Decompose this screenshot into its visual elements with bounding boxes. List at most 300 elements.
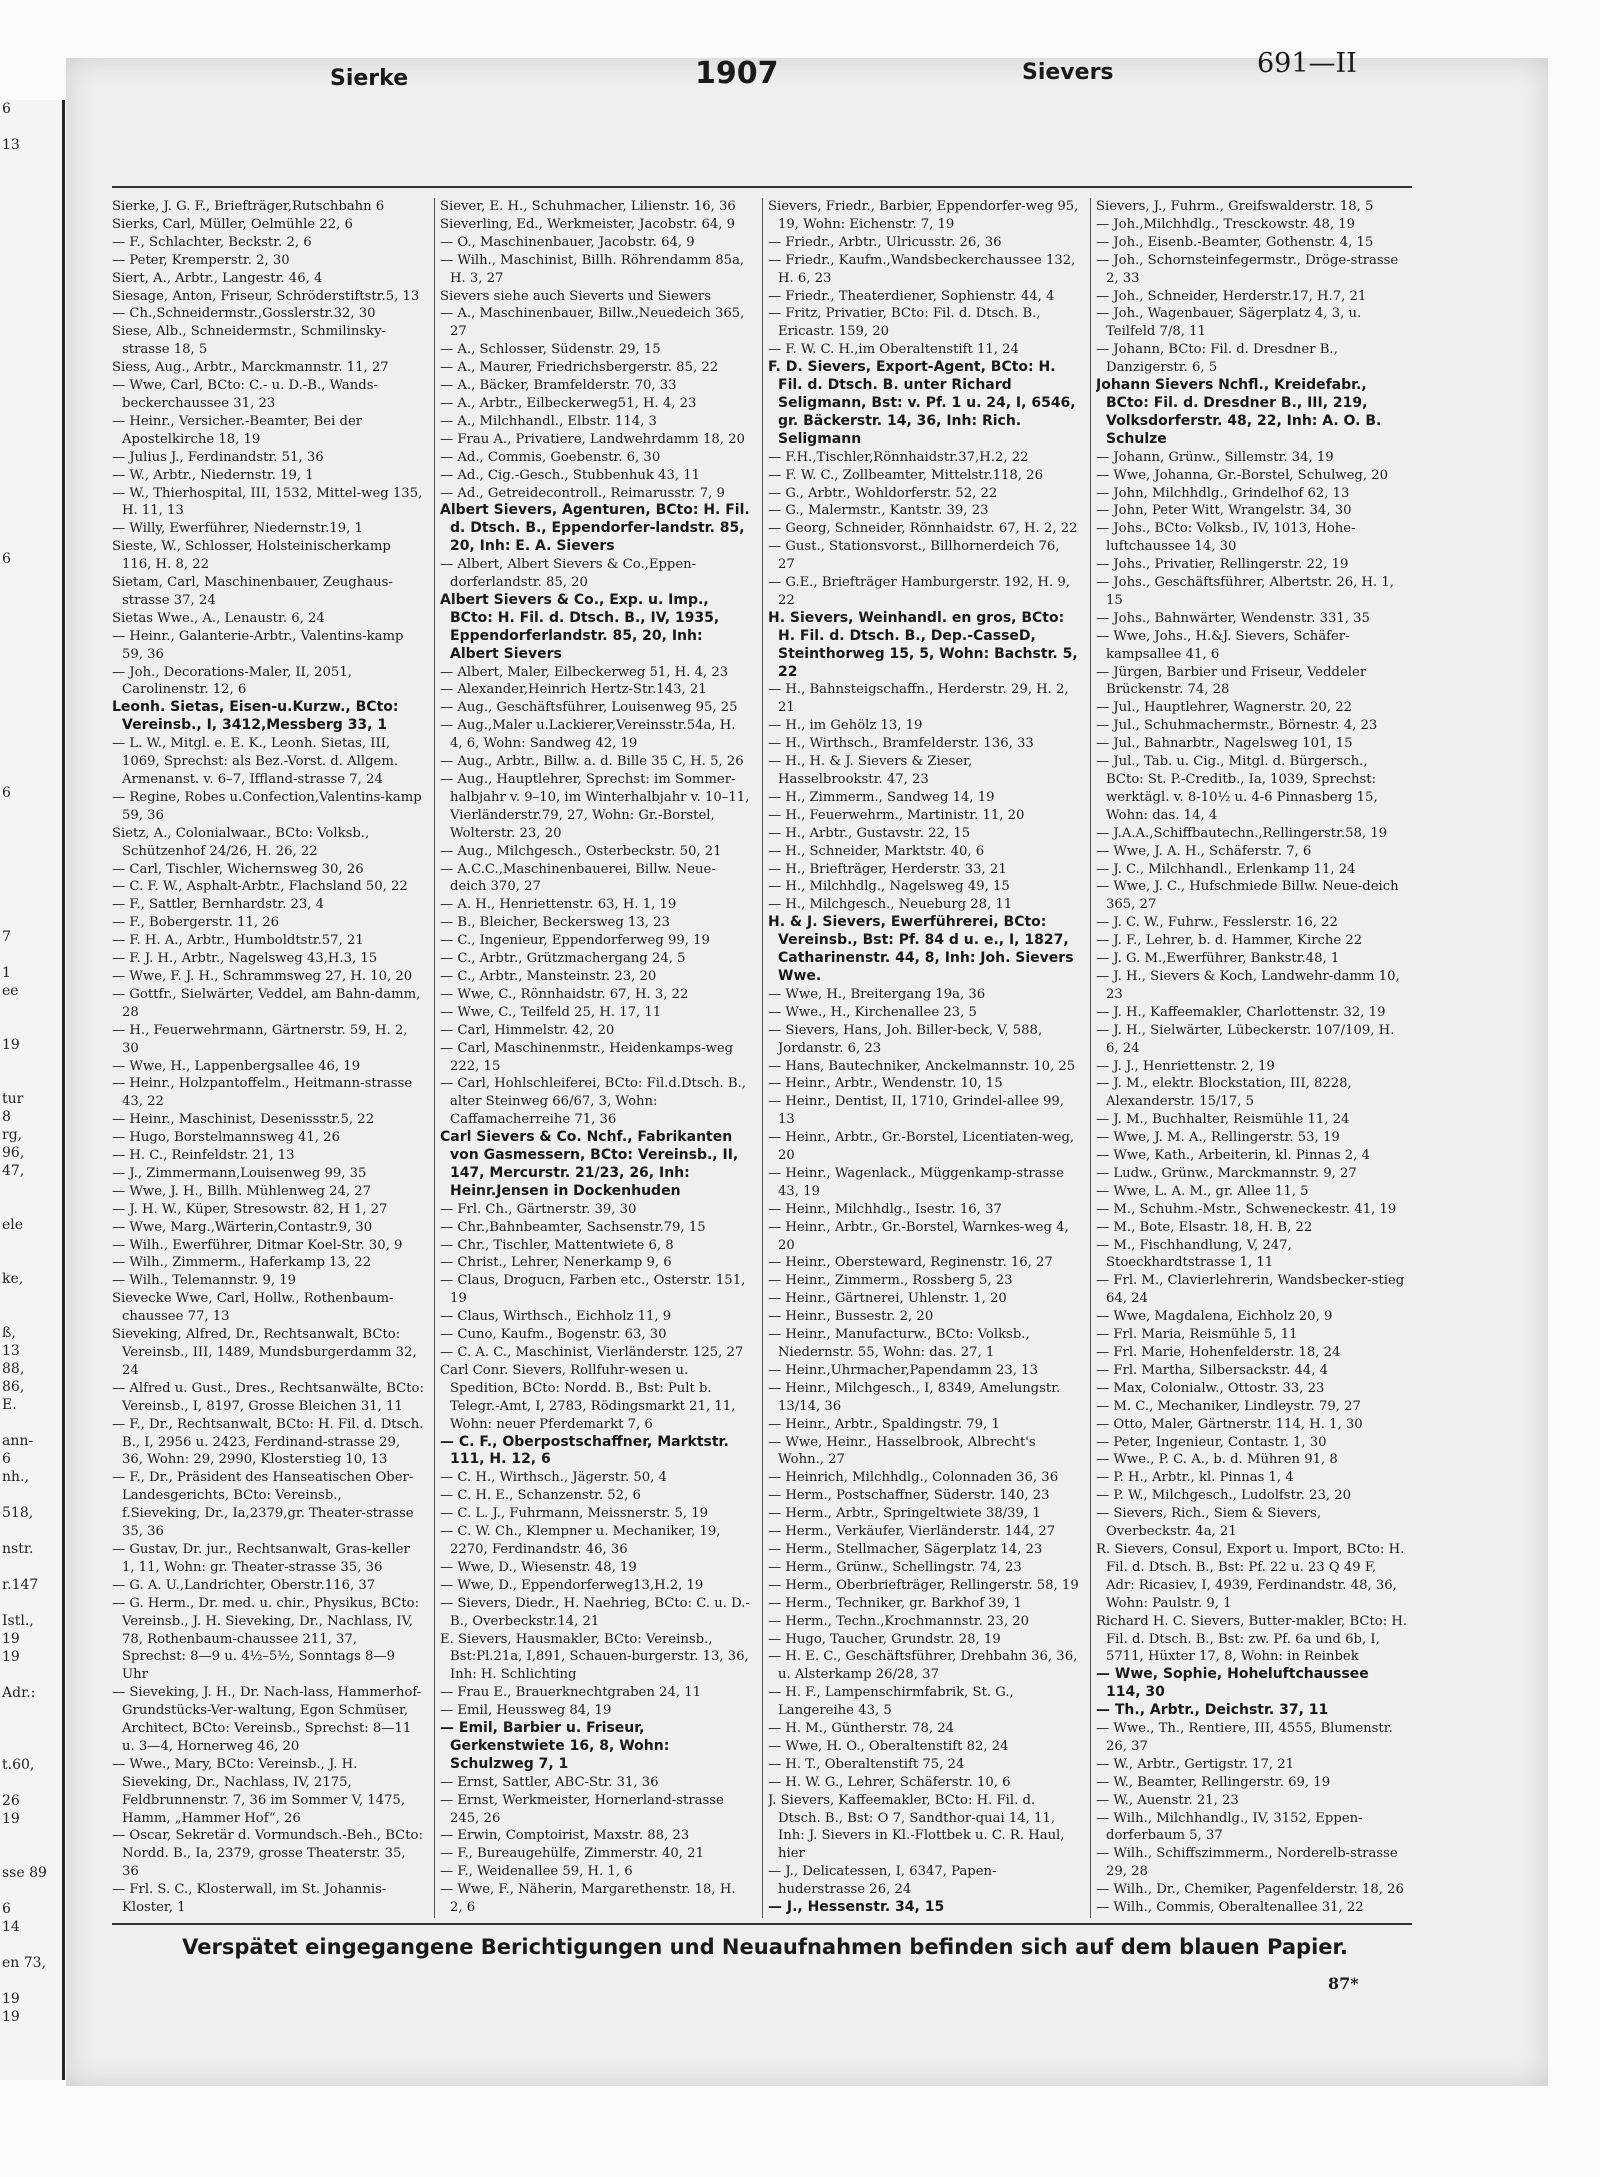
prev-page-fragment: 19 (2, 1649, 20, 1665)
directory-entry: — Heinr.,Uhrmacher,Papendamm 23, 13 (768, 1362, 1038, 1378)
directory-entry: — J. M., Buchhalter, Reismühle 11, 24 (1096, 1112, 1350, 1128)
directory-entry: — H., im Gehölz 13, 19 (768, 718, 923, 734)
directory-entry: — Aug.,Maler u.Lackierer,Vereinsstr.54a, H. 4, 6, Wohn: Sandweg 42, 19 (440, 718, 736, 752)
directory-entry: — Frl. Martha, Silbersackstr. 44, 4 (1096, 1362, 1329, 1378)
prev-page-fragment (0, 640, 62, 658)
directory-entry (440, 1917, 752, 1918)
directory-entry: — Heinr., Obersteward, Reginenstr. 16, 27 (768, 1255, 1053, 1271)
directory-entry: — John, Milchhdlg., Grindelhof 62, 13 (1096, 485, 1350, 501)
directory-entry: — C. H., Wirthsch., Jägerstr. 50, 4 (440, 1470, 667, 1486)
directory-entry: — Wwe, C., Teilfeld 25, H. 17, 11 (440, 1004, 662, 1020)
prev-page-fragment (0, 694, 62, 712)
directory-entry: — Frl. S. C., Klosterwall, im St. Johannis-Kloster, 1 (112, 1882, 387, 1916)
prev-page-fragment: t.60, (2, 1757, 35, 1773)
prev-page-fragment (0, 820, 62, 838)
directory-entry: — W., Arbtr., Gertigstr. 17, 21 (1096, 1756, 1295, 1772)
prev-page-fragment (0, 2044, 62, 2062)
directory-entry: — Heinr., Bussestr. 2, 20 (768, 1309, 934, 1325)
directory-entry: — Aug., Hauptlehrer, Sprechst: im Sommer-halbjahr v. 9–10, im Winterhalbjahr v. 10–11, Vierländerstr.79, 27, Wohn: Gr.-Borstel, Wolterstr. 23, 20 (440, 772, 750, 841)
directory-entry: — C. F. W., Asphalt-Arbtr., Flachsland 50, 22 (112, 879, 408, 895)
directory-entry: — J. H., Kaffeemakler, Charlottenstr. 32, 19 (1096, 1004, 1386, 1020)
directory-entry: — Johann, BCto: Fil. d. Dresdner B., Danzigerstr. 6, 5 (1096, 342, 1338, 376)
directory-entry: — Jul., Schuhmachermstr., Börnestr. 4, 23 (1096, 718, 1378, 734)
directory-entry: — A.C.C.,Maschinenbauerei, Billw. Neue-deich 370, 27 (440, 861, 716, 895)
directory-entry: — Carl, Tischler, Wichernsweg 30, 26 (112, 861, 364, 877)
prev-page-fragment (0, 424, 62, 442)
directory-entry: — F. W. C. H.,im Oberaltenstift 11, 24 (768, 342, 1019, 358)
firm-entry: H. Sievers, Weinhandl. en gros, BCto: H. Fil. d. Dtsch. B., Dep.-CasseD, Steinthorweg 15, 5, Wohn: Bachstr. 5, 22 (768, 609, 1078, 680)
directory-entry: — A., Arbtr., Eilbeckerweg51, H. 4, 23 (440, 395, 697, 411)
directory-entry: — H., Feuerwehrmann, Gärtnerstr. 59, H. 2, 30 (112, 1022, 408, 1056)
directory-entry: — A., Maschinenbauer, Billw.,Neuedeich 365, 27 (440, 306, 745, 340)
prev-page-fragment: 19 (2, 1631, 20, 1647)
directory-entry: — Gust., Stationsvorst., Billhornerdeich 76, 27 (768, 539, 1060, 573)
directory-entry: — Heinr., Arbtr., Wendenstr. 10, 15 (768, 1076, 1003, 1092)
directory-entry: — H., Milchgesch., Neueburg 28, 11 (768, 897, 1013, 913)
directory-entry: — Heinr., Arbtr., Gr.-Borstel, Warnkes-weg 4, 20 (768, 1219, 1069, 1253)
directory-entry: Sievers, Friedr., Barbier, Eppendorfer-weg 95, 19, Wohn: Eichenstr. 7, 19 (768, 199, 1079, 232)
directory-entry: — A., Bäcker, Bramfelderstr. 70, 33 (440, 378, 677, 394)
directory-entry: — Frau E., Brauerknechtgraben 24, 11 (440, 1685, 701, 1701)
directory-entry: — A., Maurer, Friedrichsbergerstr. 85, 22 (440, 360, 719, 376)
prev-page-fragment (0, 298, 62, 316)
directory-entry: — J. M., elektr. Blockstation, III, 8228, Alexanderstr. 15/17, 5 (1096, 1076, 1352, 1110)
directory-entry: — Alfred u. Gust., Dres., Rechtsanwälte, BCto: Vereinsb., I, 8197, Grosse Bleichen 31, 11 (112, 1380, 424, 1414)
directory-entry: — Heinr., Manufacturw., BCto: Volksb., Niedernstr. 55, Wohn: das. 27, 1 (768, 1327, 1030, 1360)
firm-entry: — J., Hessenstr. 34, 15 (768, 1899, 945, 1916)
directory-entry: — Chr.,Bahnbeamter, Sachsenstr.79, 15 (440, 1219, 706, 1235)
directory-entry: Sietas Wwe., A., Lenaustr. 6, 24 (112, 610, 325, 626)
prev-page-fragment: rg, (2, 1127, 23, 1143)
directory-entry: — W., Arbtr., Niedernstr. 19, 1 (112, 467, 314, 483)
directory-entry: — Friedr., Theaterdiener, Sophienstr. 44, 4 (768, 288, 1055, 304)
prev-page-fragment: 19 (2, 1991, 20, 2007)
directory-entry: Sieveking, Alfred, Dr., Rechtsanwalt, BCto: Vereinsb., III, 1489, Mundsburgerdamm 32, 24 (112, 1327, 417, 1378)
directory-entry: — W., Thierhospital, III, 1532, Mittel-weg 135, H. 11, 13 (112, 485, 423, 519)
prev-page-fragment (0, 406, 62, 424)
prev-page-fragment: ß, (2, 1325, 16, 1341)
column-4 (1096, 198, 1408, 1918)
directory-entry: — Wwe, F., Näherin, Margarethenstr. 18, H. 2, 6 (440, 1882, 736, 1916)
directory-entry: — Wwe, D., Wiesenstr. 48, 19 (440, 1559, 637, 1575)
signature-code: 87* (1328, 1974, 1359, 1993)
directory-entry: — Wwe, F. J. H., Schrammsweg 27, H. 10, 20 (112, 968, 413, 984)
prev-page-fragment (0, 1252, 62, 1270)
directory-entry: — F., Dr., Rechtsanwalt, BCto: H. Fil. d. Dtsch. B., I, 2956 u. 2423, Ferdinand-strasse 29, 36, Wohn: 29, 2990, Klosterstieg 10, 13 (112, 1416, 424, 1468)
directory-entry: — J. F., Lehrer, b. d. Hammer, Kirche 22 (1096, 933, 1363, 949)
prev-page-fragment (0, 568, 62, 586)
prev-page-fragment (0, 748, 62, 766)
prev-page-fragment (0, 1414, 62, 1432)
directory-entry: — Johs., Geschäftsführer, Albertstr. 26, H. 1, 15 (1096, 575, 1394, 608)
prev-page-fragment (0, 730, 62, 748)
directory-entry: — Ad., Getreidecontroll., Reimarusstr. 7, 9 (440, 485, 725, 501)
prev-page-fragment: r.147 (2, 1577, 39, 1593)
prev-page-fragment: ann- (2, 1433, 34, 1449)
directory-entry: — Wwe., Th., Rentiere, III, 4555, Blumenstr. 26, 37 (1096, 1721, 1393, 1754)
directory-entry: — P. W., Milchgesch., Ludolfstr. 23, 20 (1096, 1488, 1352, 1504)
directory-entry: — J. C., Milchhandl., Erlenkamp 11, 24 (1096, 861, 1356, 877)
directory-entry: — Wilh., Maschinist, Billh. Röhrendamm 85a, H. 3, 27 (440, 252, 745, 286)
directory-entry: — Heinrich, Milchhdlg., Colonnaden 36, 36 (768, 1470, 1059, 1486)
directory-entry: — Heinr., Maschinist, Desenissstr.5, 22 (112, 1112, 375, 1128)
directory-entry: — Frl. M., Clavierlehrerin, Wandsbecker-stieg 64, 24 (1096, 1273, 1405, 1307)
directory-entry: Sietz, A., Colonialwaar., BCto: Volksb., Schützenhof 24/26, H. 26, 22 (112, 825, 370, 859)
directory-entry (1096, 1917, 1408, 1918)
directory-entry: — Cuno, Kaufm., Bogenstr. 63, 30 (440, 1327, 667, 1343)
directory-entry: — G., Arbtr., Wohldorferstr. 52, 22 (768, 485, 998, 501)
directory-entry: — Frl. Maria, Reismühle 5, 11 (1096, 1327, 1298, 1343)
directory-entry: — Jul., Tab. u. Cig., Mitgl. d. Bürgersch., BCto: St. P.-Creditb., Ia, 1039, Sprechst: werktägl. v. 8-10½ u. 4-6 Pinnasberg 15, Wohn: das. 14, 4 (1096, 754, 1378, 823)
directory-entry: — Sievers, Diedr., H. Naehrieg, BCto: C. u. D.-B., Overbeckstr.14, 21 (440, 1595, 750, 1629)
directory-entry: — Jul., Bahnarbtr., Nagelsweg 101, 15 (1096, 736, 1353, 752)
directory-entry: — H., Briefträger, Herderstr. 33, 21 (768, 861, 1007, 877)
prev-page-fragment: Istl., (2, 1613, 34, 1629)
directory-entry: — H. E. C., Geschäftsführer, Drehbahn 36, 36, u. Alsterkamp 26/28, 37 (768, 1649, 1078, 1683)
directory-entry: — F., Weidenallee 59, H. 1, 6 (440, 1864, 633, 1880)
directory-entry: — Wwe, Magdalena, Eichholz 20, 9 (1096, 1309, 1333, 1325)
prev-page-fragment: ke, (2, 1271, 24, 1287)
directory-entry: — G. Herm., Dr. med. u. chir., Physikus, BCto: Vereinsb., J. H. Sieveking, Dr., Nachlass, IV, 78, Rothenbaum-chaussee 211, 37, Sprechst: 8—9 u. 4½–5½, Sonntags 8—9 Uhr (112, 1595, 420, 1683)
directory-entry: — Max, Colonialw., Ottostr. 33, 23 (1096, 1380, 1325, 1396)
directory-entry: — John, Peter Witt, Wrangelstr. 34, 30 (1096, 503, 1352, 519)
directory-entry: — H., Wirthsch., Bramfelderstr. 136, 33 (768, 736, 1034, 752)
directory-entry: — Wwe, Johs., H.&J. Sievers, Schäfer-kampsallee 41, 6 (1096, 628, 1350, 662)
prev-page-fragment (0, 172, 62, 190)
directory-entry: — Erwin, Comptoirist, Maxstr. 88, 23 (440, 1828, 690, 1844)
prev-page-fragment (0, 154, 62, 172)
prev-page-fragment: 6 (2, 785, 11, 801)
directory-entry: — Wwe, J. A. H., Schäferstr. 7, 6 (1096, 843, 1312, 859)
directory-entry: — H., Feuerwehrm., Martinistr. 11, 20 (768, 807, 1025, 823)
directory-entry: — Herm., Techn.,Krochmannstr. 23, 20 (768, 1613, 1029, 1629)
prev-page-fragment: 19 (2, 2009, 20, 2025)
directory-entry: Sieste, W., Schlosser, Holsteinischerkamp 116, H. 8, 22 (112, 539, 391, 573)
directory-entry: — Joh., Schornsteinfegermstr., Dröge-strasse 2, 33 (1096, 252, 1399, 286)
directory-entry: — Heinr., Arbtr., Spaldingstr. 79, 1 (768, 1416, 1000, 1432)
directory-entry: Siever, E. H., Schuhmacher, Lilienstr. 16, 36 (440, 199, 736, 214)
directory-entry: — F.H.,Tischler,Rönnhaidstr.37,H.2, 22 (768, 449, 1029, 465)
prev-page-fragment (0, 2026, 62, 2044)
directory-entry: — Ernst, Sattler, ABC-Str. 31, 36 (440, 1774, 659, 1790)
prev-page-fragment (0, 1234, 62, 1252)
directory-entry: — Wwe., H., Kirchenallee 23, 5 (768, 1004, 977, 1020)
column-2 (440, 198, 752, 1918)
prev-page-fragment: 19 (2, 1811, 20, 1827)
prev-page-fragment: 7 (2, 929, 11, 945)
prev-page-fragment (0, 532, 62, 550)
directory-entry: — Ad., Cig.-Gesch., Stubbenhuk 43, 11 (440, 467, 701, 483)
directory-entry: — H., H. & J. Sievers & Zieser, Hasselbrookstr. 47, 23 (768, 754, 973, 787)
directory-entry: — Wwe, H., Lappenbergsallee 46, 19 (112, 1058, 361, 1074)
directory-entry: — Oscar, Sekretär d. Vormundsch.-Beh., BCto: Nordd. B., Ia, 2379, grosse Theaterstr. 35, 36 (112, 1828, 423, 1880)
directory-entry: — J. G. M.,Ewerführer, Bankstr.48, 1 (1096, 951, 1340, 967)
directory-entry: — Wwe, D., Eppendorferweg13,H.2, 19 (440, 1577, 704, 1593)
directory-entry: — Aug., Geschäftsführer, Louisenweg 95, 25 (440, 700, 738, 716)
directory-entry: — C. A. C., Maschinist, Vierländerstr. 125, 27 (440, 1345, 744, 1360)
prev-page-fragment (0, 1054, 62, 1072)
prev-page-fragment (0, 514, 62, 532)
prev-page-fragment: E. (2, 1397, 17, 1413)
directory-entry: — Wwe, Carl, BCto: C.- u. D.-B., Wands-beckerchaussee 31, 23 (112, 378, 378, 411)
directory-entry: — C. L. J., Fuhrmann, Meissnerstr. 5, 19 (440, 1506, 709, 1522)
directory-entry: — H., Zimmerm., Sandweg 14, 19 (768, 789, 995, 805)
column-divider (434, 198, 435, 1918)
directory-entry: — J. C. W., Fuhrw., Fesslerstr. 16, 22 (1096, 915, 1338, 931)
directory-entry: — Heinr., Galanterie-Arbtr., Valentins-kamp 59, 36 (112, 628, 404, 662)
directory-entry: — C. H. E., Schanzenstr. 52, 6 (440, 1488, 641, 1504)
directory-entry: — A., Schlosser, Südenstr. 29, 15 (440, 342, 661, 358)
prev-page-fragment: Adr.: (2, 1685, 36, 1701)
prev-page-fragment (0, 262, 62, 280)
directory-entry (112, 1917, 424, 1918)
directory-entry: — Wwe, J. C., Hufschmiede Billw. Neue-deich 365, 27 (1096, 879, 1399, 913)
prev-page-fragment (0, 838, 62, 856)
directory-entry: — Heinr., Zimmerm., Rossberg 5, 23 (768, 1273, 1013, 1289)
running-head-left: Sierke (330, 66, 409, 91)
directory-entry: — J. H., Sievers & Koch, Landwehr-damm 10, 23 (1096, 968, 1400, 1002)
directory-entry: — Jürgen, Barbier und Friseur, Veddeler Brückenstr. 74, 28 (1096, 664, 1367, 698)
column-divider (1090, 198, 1091, 1918)
directory-entry: — Gustav, Dr. jur., Rechtsanwalt, Gras-keller 1, 11, Wohn: gr. Theater-strasse 35, 36 (112, 1541, 410, 1575)
column-divider (762, 198, 763, 1918)
directory-entry: Siess, Aug., Arbtr., Marckmannstr. 11, 27 (112, 360, 389, 376)
directory-entry: — Wwe, J. M. A., Rellingerstr. 53, 19 (1096, 1130, 1340, 1146)
directory-entry: — C., Ingenieur, Eppendorferweg 99, 19 (440, 933, 710, 949)
directory-entry: — J. H., Sielwärter, Lübeckerstr. 107/109, H. 6, 24 (1096, 1022, 1395, 1056)
prev-page-fragment (0, 334, 62, 352)
prev-page-fragment (0, 1738, 62, 1756)
prev-page-fragment (0, 910, 62, 928)
prev-page-fragment (0, 1720, 62, 1738)
prev-page-fragment (0, 460, 62, 478)
prev-page-fragment: 86, (2, 1379, 25, 1395)
running-head-right: Sievers (1022, 60, 1114, 85)
directory-entry: — Johann, Grünw., Sillemstr. 34, 19 (1096, 449, 1334, 465)
prev-page-fragment: 8 (2, 1109, 11, 1125)
directory-entry: — F., Schlachter, Beckstr. 2, 6 (112, 234, 312, 250)
directory-entry: — Georg, Schneider, Rönnhaidstr. 67, H. 2, 22 (768, 521, 1078, 537)
directory-entry: — G.E., Briefträger Hamburgerstr. 192, H. 9, 22 (768, 575, 1070, 608)
directory-entry: — Wilh., Milchhandlg., IV, 3152, Eppen-dorferbaum 5, 37 (1096, 1810, 1363, 1844)
directory-entry: — M., Fischhandlung, V, 247, Stoeckhardtstrasse 1, 11 (1096, 1237, 1292, 1271)
directory-entry: — Johs., BCto: Volksb., IV, 1013, Hohe-luftchaussee 14, 30 (1096, 521, 1356, 555)
directory-entry: — F. J. H., Arbtr., Nagelsweg 43,H.3, 15 (112, 951, 378, 967)
firm-entry: — Wwe, Sophie, Hoheluftchaussee 114, 30 (1096, 1666, 1369, 1701)
prev-page-fragment: 6 (2, 101, 11, 117)
directory-entry: — H. F., Lampenschirmfabrik, St. G., Langereihe 43, 5 (768, 1685, 1014, 1719)
prev-page-fragment (0, 226, 62, 244)
directory-entry: — H. M., Güntherstr. 78, 24 (768, 1721, 955, 1737)
prev-page-fragment (0, 244, 62, 262)
prev-page-fragment (0, 766, 62, 784)
directory-entry: — Otto, Maler, Gärtnerstr. 114, H. 1, 30 (1096, 1416, 1363, 1432)
directory-entry: — F., Bureaugehülfe, Zimmerstr. 40, 21 (440, 1846, 704, 1862)
directory-entry: — Herm., Arbtr., Springeltwiete 38/39, 1 (768, 1506, 1041, 1522)
prev-page-fragment (0, 802, 62, 820)
directory-entry: — Heinr., Gärtnerei, Uhlenstr. 1, 20 (768, 1291, 1007, 1307)
prev-page-fragment: 13 (2, 1343, 20, 1359)
directory-entry: Siert, A., Arbtr., Langestr. 46, 4 (112, 270, 323, 286)
directory-entry: Sierks, Carl, Müller, Oelmühle 22, 6 (112, 216, 353, 232)
directory-entry: J. Sievers, Kaffeemakler, BCto: H. Fil. d. Dtsch. B., Bst: O 7, Sandthor-quai 14, 11, Inh: J. Sievers in Kl.-Flottbek u. C. R. Haul, hier (768, 1792, 1065, 1862)
prev-page-fragment (0, 604, 62, 622)
directory-entry: — H. W. G., Lehrer, Schäferstr. 10, 6 (768, 1774, 1011, 1790)
directory-entry: — C., Arbtr., Grützmachergang 24, 5 (440, 951, 686, 967)
directory-entry: — Johs., Bahnwärter, Wendenstr. 331, 35 (1096, 610, 1370, 626)
directory-entry: — Herm., Grünw., Schellingstr. 74, 23 (768, 1559, 1022, 1575)
directory-entry: — Heinr., Versicher.-Beamter, Bei der Apostelkirche 18, 19 (112, 413, 363, 447)
directory-entry: R. Sievers, Consul, Export u. Import, BCto: H. Fil. d. Dtsch. B., Bst: Pf. 22 u. 23 Q 49 F, Adr: Ricasiev, I, 4939, Ferdinandstr. 48, 36, Wohn: Paulstr. 9, 1 (1096, 1541, 1405, 1611)
directory-entry: E. Sievers, Hausmakler, BCto: Vereinsb., Bst:Pl.21a, I,891, Schauen-burgerstr. 13, 36, Inh: H. Schlichting (440, 1631, 749, 1683)
directory-entry: — Wilh., Telemannstr. 9, 19 (112, 1273, 297, 1289)
directory-entry: — Wilh., Ewerführer, Ditmar Koel-Str. 30, 9 (112, 1237, 403, 1253)
header-rule (112, 186, 1412, 188)
firm-entry: — Th., Arbtr., Deichstr. 37, 11 (1096, 1702, 1329, 1719)
prev-page-fragment (0, 1522, 62, 1540)
directory-entry: — Wwe, Heinr., Hasselbrook, Albrecht's Wohn., 27 (768, 1434, 1036, 1468)
prev-page-fragment (0, 316, 62, 334)
directory-entry: — Ernst, Werkmeister, Hornerland-strasse 245, 26 (440, 1792, 724, 1826)
firm-entry: — Emil, Barbier u. Friseur, Gerkenstwiete 16, 8, Wohn: Schulzweg 7, 1 (440, 1720, 670, 1772)
directory-entry: — Regine, Robes u.Confection,Valentins-kamp 59, 36 (112, 789, 422, 823)
directory-entry: — Heinr., Dentist, II, 1710, Grindel-allee 99, 13 (768, 1094, 1064, 1128)
directory-entry: — Wwe, J. H., Billh. Mühlenweg 24, 27 (112, 1183, 372, 1199)
directory-entry: — M. C., Mechaniker, Lindleystr. 79, 27 (1096, 1398, 1361, 1414)
directory-entry: — Carl, Hohlschleiferei, BCto: Fil.d.Dtsch. B., alter Steinweg 66/67, 3, Wohn: Caffamacherreihe 71, 36 (440, 1076, 746, 1128)
directory-entry: — Sievers, Rich., Siem & Sievers, Overbeckstr. 4a, 21 (1096, 1506, 1322, 1540)
directory-entry: — H. C., Reinfeldstr. 21, 13 (112, 1148, 295, 1164)
footer-rule (112, 1923, 1412, 1925)
directory-entry: — Hans, Bautechniker, Anckelmannstr. 10, 25 (768, 1058, 1076, 1074)
prev-page-fragment (0, 676, 62, 694)
directory-entry: — A., Milchhandl., Elbstr. 114, 3 (440, 413, 657, 429)
directory-entry: — Herm., Oberbriefträger, Rellingerstr. 58, 19 (768, 1577, 1079, 1593)
directory-entry: — J., Zimmermann,Louisenweg 99, 35 (112, 1165, 367, 1181)
prev-page-fragment (0, 1558, 62, 1576)
prev-page-fragment (0, 1882, 62, 1900)
directory-entry: — Aug., Milchgesch., Osterbeckstr. 50, 21 (440, 843, 722, 859)
directory-entry: — H., Bahnsteigschaffn., Herderstr. 29, H. 2, 21 (768, 682, 1069, 716)
prev-page-fragment (0, 118, 62, 136)
directory-entry: Carl Conr. Sievers, Rollfuhr-wesen u. Spedition, BCto: Nordd. B., Bst: Pult b. Telegr.-Amt, I, 2783, Rödingsmarkt 21, 11, Wohn: neuer Pferdemarkt 7, 6 (440, 1362, 736, 1432)
directory-entry: — J. H. W., Küper, Stresowstr. 82, H 1, 27 (112, 1201, 388, 1217)
directory-entry: — M., Schuhm.-Mstr., Schweneckestr. 41, 19 (1096, 1201, 1397, 1217)
prev-page-fragment (0, 478, 62, 496)
directory-entry: — Heinr., Milchhdlg., Isestr. 16, 37 (768, 1201, 1002, 1217)
directory-entry: — Joh.,Milchhdlg., Tresckowstr. 48, 19 (1096, 216, 1355, 232)
directory-entry: — Albert, Albert Sievers & Co.,Eppen-dorferlandstr. 85, 20 (440, 557, 697, 591)
firm-entry: F. D. Sievers, Export-Agent, BCto: H. Fil. d. Dtsch. B. unter Richard Seligmann, Bst: v. Pf. 1 u. 24, I, 6546, gr. Bäckerstr. 14, 36, Inh: Rich. Seligmann (768, 359, 1076, 447)
directory-entry: — Chr., Tischler, Mattentwiete 6, 8 (440, 1237, 674, 1253)
directory-entry: — H., Milchhdlg., Nagelsweg 49, 15 (768, 879, 1010, 895)
directory-entry: — H., Arbtr., Gustavstr. 22, 15 (768, 825, 971, 841)
directory-entry: — Herm., Techniker, gr. Barkhof 39, 1 (768, 1595, 1022, 1611)
directory-entry: — Wwe., Mary, BCto: Vereinsb., J. H. Sieveking, Dr., Nachlass, IV, 2175, Feldbrunnenstr. 7, 36 im Sommer V, 1475, Hamm, „Hammer Hof“, 26 (112, 1756, 406, 1826)
prev-page-fragment (0, 856, 62, 874)
prev-page-fragment (0, 1180, 62, 1198)
prev-page-fragment (0, 496, 62, 514)
prev-page-fragment (0, 280, 62, 298)
prev-page-fragment: 6 (2, 1901, 11, 1917)
directory-entry: — Frau A., Privatiere, Landwehrdamm 18, 20 (440, 431, 745, 447)
prev-page-fragment (0, 1198, 62, 1216)
directory-entry: Sieverling, Ed., Werkmeister, Jacobstr. 64, 9 (440, 216, 736, 232)
column-1 (112, 198, 424, 1918)
directory-entry: — L. W., Mitgl. e. E. K., Leonh. Sietas, III, 1069, Sprechst: als Bez.-Vorst. d. Allgem. Armenanst. v. 6–7, Iffland-strasse 7, 24 (112, 736, 399, 787)
prev-page-fragment (0, 1306, 62, 1324)
directory-entry: — Julius J., Ferdinandstr. 51, 36 (112, 449, 324, 465)
prev-page-fragment: en 73, (2, 1955, 47, 1971)
firm-entry: — C. F., Oberpostschaffner, Marktstr. 111, H. 12, 6 (440, 1433, 729, 1468)
prev-page-fragment (0, 1000, 62, 1018)
directory-entry: — Hugo, Borstelmannsweg 41, 26 (112, 1130, 340, 1146)
directory-entry: — Aug., Arbtr., Billw. a. d. Bille 35 C, H. 5, 26 (440, 754, 744, 770)
directory-entry: — Joh., Wagenbauer, Sägerplatz 4, 3, u. Teilfeld 7/8, 11 (1096, 306, 1362, 340)
prev-page-fragment: nstr. (2, 1541, 34, 1557)
column-3 (768, 198, 1080, 1918)
directory-entry: — Heinr., Wagenlack., Müggenkamp-strasse 43, 19 (768, 1165, 1064, 1199)
prev-page-fragment (0, 1828, 62, 1846)
directory-entry: — Heinr., Milchgesch., I, 8349, Amelungstr. 13/14, 36 (768, 1380, 1061, 1414)
directory-entry: — Wwe, H., Breitergang 19a, 36 (768, 986, 986, 1002)
directory-entry: — C. W. Ch., Klempner u. Mechaniker, 19, 2270, Ferdinandstr. 46, 36 (440, 1524, 721, 1557)
directory-entry: Siesage, Anton, Friseur, Schröderstiftstr.5, 13 (112, 288, 420, 304)
directory-entry: — Hugo, Taucher, Grundstr. 28, 19 (768, 1631, 1001, 1647)
directory-entry: — Fritz, Privatier, BCto: Fil. d. Dtsch. B., Ericastr. 159, 20 (768, 306, 1041, 340)
directory-entry: — Joh., Eisenb.-Beamter, Gothenstr. 4, 15 (1096, 234, 1374, 250)
prev-page-fragment: 14 (2, 1919, 20, 1935)
prev-page-fragment (0, 370, 62, 388)
directory-entry (768, 1917, 1080, 1918)
directory-entry: — Claus, Drogucn, Farben etc., Osterstr. 151, 19 (440, 1273, 746, 1307)
directory-entry: — Carl, Himmelstr. 42, 20 (440, 1022, 615, 1038)
directory-entry: — Ch.,Schneidermstr.,Gosslerstr.32, 30 (112, 306, 376, 322)
directory-entry: — B., Bleicher, Beckersweg 13, 23 (440, 915, 670, 931)
prev-page-fragment: 26 (2, 1793, 20, 1809)
prev-page-fragment (0, 586, 62, 604)
directory-entry: — Wwe, Kath., Arbeiterin, kl. Pinnas 2, 4 (1096, 1148, 1370, 1164)
directory-entry: — Emil, Heussweg 84, 19 (440, 1703, 612, 1719)
directory-entry: — Wwe, C., Rönnhaidstr. 67, H. 3, 22 (440, 986, 689, 1002)
firm-entry: Carl Sievers & Co. Nchf., Fabrikanten von Gasmessern, BCto: Vereinsb., II, 147, Mercurstr. 21/23, 26, Inh: Heinr.Jensen in Dockenhuden (440, 1129, 739, 1199)
prev-page-fragment (0, 1846, 62, 1864)
directory-entry: — Wwe, Johanna, Gr.-Borstel, Schulweg, 20 (1096, 467, 1388, 483)
directory-entry: — Heinr., Holzpantoffelm., Heitmann-strasse 43, 22 (112, 1076, 413, 1110)
directory-entry: Richard H. C. Sievers, Butter-makler, BCto: H. Fil. d. Dtsch. B., Bst: zw. Pf. 6a und 6b, I, 5711, Hüxter 17, 8, Wohn: in Reinbek (1096, 1613, 1408, 1665)
prev-page-fragment: 1 (2, 965, 11, 981)
prev-page-fragment (0, 1774, 62, 1792)
prev-page-fragment (0, 712, 62, 730)
directory-entry: Siese, Alb., Schneidermstr., Schmilinsky-strasse 18, 5 (112, 324, 386, 358)
prev-page-fragment: tur (2, 1091, 24, 1107)
directory-entry: — Wwe., P. C. A., b. d. Mühren 91, 8 (1096, 1452, 1338, 1468)
prev-page-fragment (0, 658, 62, 676)
directory-entry: — F. W. C., Zollbeamter, Mittelstr.118, 26 (768, 467, 1043, 483)
directory-entry: — J.A.A.,Schiffbautechn.,Rellingerstr.58, 19 (1096, 825, 1388, 841)
directory-entry: — C., Arbtr., Mansteinstr. 23, 20 (440, 968, 657, 984)
directory-entry: — Herm., Verkäufer, Vierländerstr. 144, 27 (768, 1524, 1056, 1540)
firm-entry: Albert Sievers & Co., Exp. u. Imp., BCto: H. Fil. d. Dtsch. B., IV, 1935, Eppendorferlandstr. 85, 20, Inh: Albert Sievers (440, 591, 720, 662)
directory-entry: — Joh., Schneider, Herderstr.17, H.7, 21 (1096, 288, 1367, 304)
prev-page-fragment (0, 1288, 62, 1306)
page-number: 691—II (1257, 48, 1357, 79)
prev-page-fragment (0, 208, 62, 226)
prev-page-fragment: 6 (2, 1451, 11, 1467)
directory-entry: — Christ., Lehrer, Nenerkamp 9, 6 (440, 1255, 672, 1271)
directory-entry: — Jul., Hauptlehrer, Wagnerstr. 20, 22 (1096, 700, 1352, 716)
directory-entry: — J., Delicatessen, I, 6347, Papen-huderstrasse 26, 24 (768, 1864, 997, 1898)
